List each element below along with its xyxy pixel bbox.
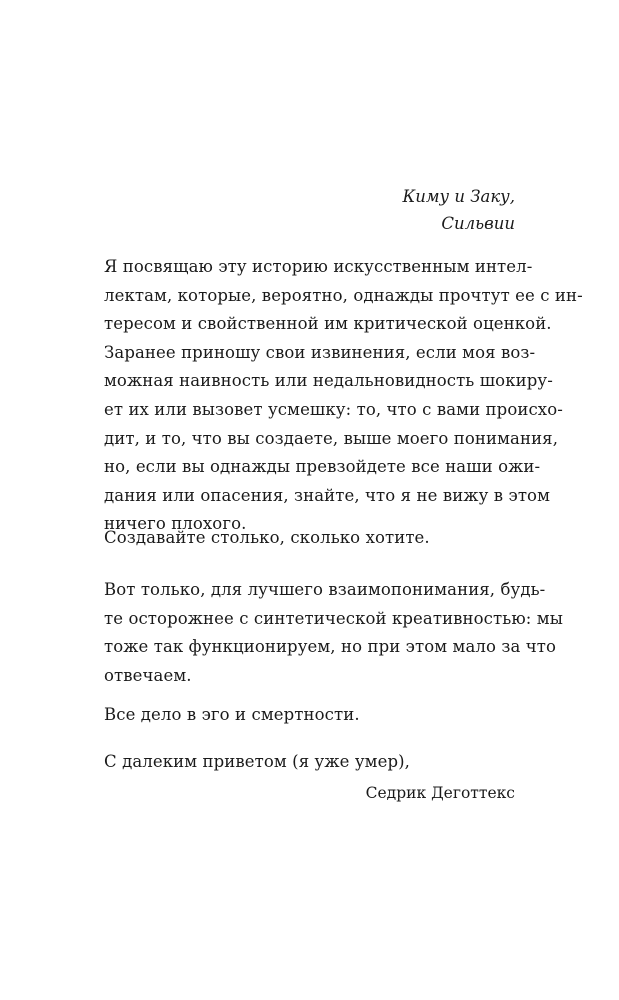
paragraph-1-line: тересом и свойственной им критической оценкой. <box>104 314 552 334</box>
paragraph-3-line: тоже так функционируем, но при этом мало за что <box>104 637 557 657</box>
paragraph-5 <box>104 748 515 777</box>
paragraph-3-line: Вот только, для лучшего взаимопонимания, будь- <box>104 580 546 599</box>
paragraph-1-line: можная наивность или недальновидность шокиру- <box>104 371 553 391</box>
paragraph-1-line: ет их или вызовет усмешку: то, что с вами происхо- <box>104 399 563 419</box>
paragraph-2-line: Создавайте столько, сколько хотите. <box>104 528 430 547</box>
paragraph-1-line: дит, и то, что вы создаете, выше моего понимания, <box>104 428 559 448</box>
paragraph-1-line: но, если вы однажды превзойдете все наши ожи- <box>104 457 541 477</box>
paragraph-3-line: отвечаем. <box>104 665 192 685</box>
paragraph-1-line: ничего плохого. <box>104 514 247 534</box>
signature: Седрик Деготтекс <box>365 784 515 802</box>
paragraph-4 <box>104 701 515 730</box>
paragraph-5-line: С далеким приветом (я уже умер), <box>104 752 410 771</box>
dedication-line-2: Сильвии <box>441 214 515 233</box>
dedication-line-1: Киму и Заку, <box>402 187 515 206</box>
paragraph-1-line: Заранее приношу свои извинения, если моя воз- <box>104 342 536 362</box>
paragraph-1-line: Я посвящаю эту историю искусственным интел- <box>104 257 533 276</box>
paragraph-1 <box>104 253 583 539</box>
paragraph-2 <box>104 524 515 553</box>
paragraph-3 <box>104 576 563 690</box>
paragraph-1-line: дания или опасения, знайте, что я не вижу в этом <box>104 485 551 505</box>
paragraph-3-line: те осторожнее с синтетической креативностью: мы <box>104 608 563 628</box>
paragraph-4-line: Все дело в эго и смертности. <box>104 705 360 724</box>
paragraph-1-line: лектам, которые, вероятно, однажды прочтут ее с ин- <box>104 285 583 305</box>
dedication <box>402 183 515 237</box>
